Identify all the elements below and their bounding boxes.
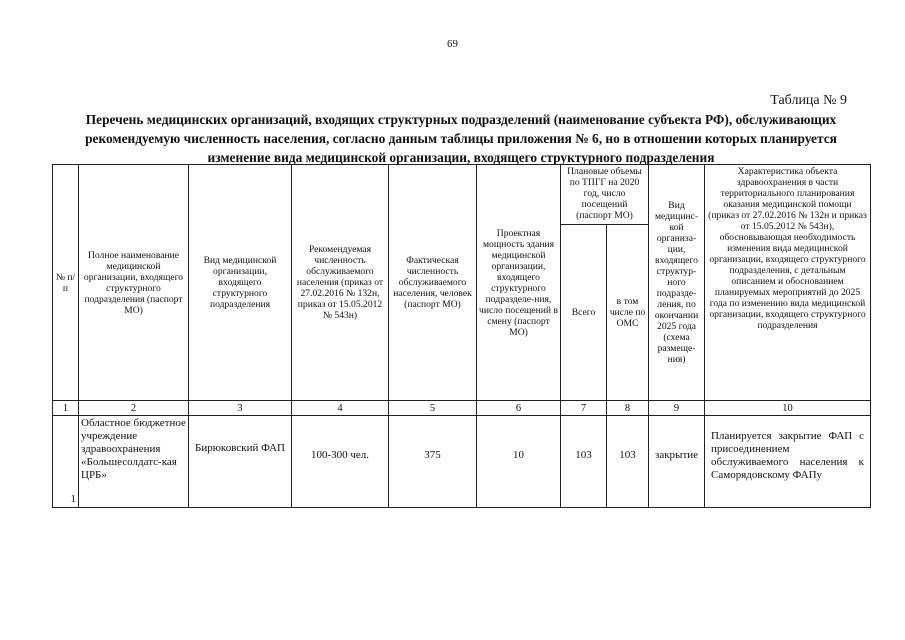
column-number: 7 [561, 401, 607, 416]
column-number: 4 [292, 401, 389, 416]
table-row [53, 416, 871, 508]
row-actual-population: 375 [389, 416, 477, 508]
column-number: 8 [607, 401, 649, 416]
row-future-type: закрытие [649, 416, 705, 508]
row-planned-total: 103 [561, 416, 607, 508]
document-title: Перечень медицинских организаций, входящих структурных подразделений (наименование субъекта РФ), обслуживающих рекомендуемую численность населения, согласно данным таблицы приложения № 6, но в отношении которых планируется изменение вида медицинской организации, входящего структурного подразделения [85, 112, 837, 165]
column-number: 9 [649, 401, 705, 416]
header-planned-oms: в том числе по ОМС [607, 225, 649, 401]
row-org-name: Областное бюджетное учреждение здравоохранения «Большесолдатс-кая ЦРБ» [79, 416, 189, 508]
header-future-type: Вид медицинс-кой организа-ции, входящего структур-ного подразде-ления, по окончании 2025 года (схема размеще-ния) [649, 165, 705, 401]
page-number: 69 [447, 38, 458, 50]
row-capacity: 10 [477, 416, 561, 508]
column-numbers-row [53, 401, 871, 416]
table-label: Таблица № 9 [770, 93, 847, 108]
row-org-type: Бирюковский ФАП [189, 416, 292, 508]
header-recommended-population: Рекомендуемая численность обслуживаемого населения (приказ от 27.02.2016 № 132н, приказ от 15.05.2012 № 543н) [292, 165, 389, 401]
column-number: 6 [477, 401, 561, 416]
header-capacity: Проектная мощность здания медицинской организации, входящего структурного подразделе-ния, число посещений в смену (паспорт МО) [477, 165, 561, 401]
column-number: 1 [53, 401, 79, 416]
header-planned-total: Всего [561, 225, 607, 401]
header-planned-volumes: Плановые объемы по ТПГГ на 2020 год, число посещений (паспорт МО) [561, 165, 649, 225]
column-number: 5 [389, 401, 477, 416]
header-actual-population: Фактическая численность обслуживаемого населения, человек (паспорт МО) [389, 165, 477, 401]
header-number: № п/п [53, 165, 79, 401]
header-org-type: Вид медицинской организации, входящего структурного подразделения [189, 165, 292, 401]
row-planned-oms: 103 [607, 416, 649, 508]
organizations-table [52, 164, 871, 508]
column-number: 2 [79, 401, 189, 416]
row-number: 1 [53, 416, 79, 508]
column-number: 3 [189, 401, 292, 416]
header-org-name: Полное наименование медицинской организации, входящего структурного подразделения (паспорт МО) [79, 165, 189, 401]
header-characteristics: Характеристика объекта здравоохранения в части территориального планирования оказания медицинской помощи (приказ от 27.02.2016 № 132н и приказ от 15.05.2012 № 543н), обосновывающая необходимость изменения вида медицинской организации, входящего структурного подразделения, с детальным описанием и обоснованием планируемых мероприятий до 2025 года по изменению вида медицинской организации, входящего структурного подразделения [705, 165, 871, 401]
row-recommended-population: 100-300 чел. [292, 416, 389, 508]
row-description: Планируется закрытие ФАП с присоединением обслуживаемого населения к Саморядовскому ФАПу [705, 416, 871, 508]
column-number: 10 [705, 401, 871, 416]
